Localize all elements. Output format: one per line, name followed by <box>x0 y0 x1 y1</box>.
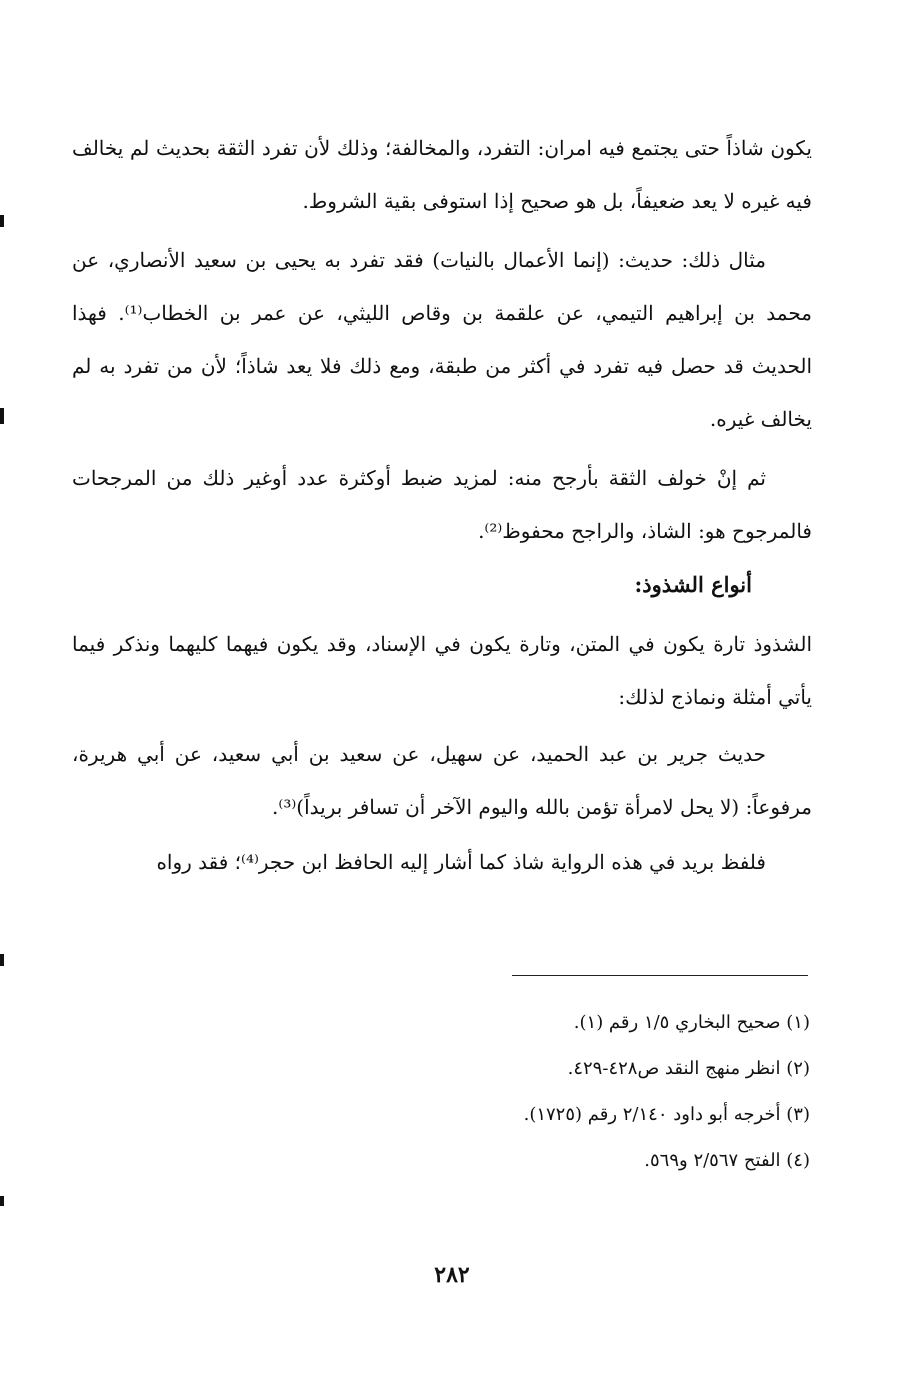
footnote-item: (٤) الفتح ٢/٥٦٧ و٥٦٩. <box>644 1150 810 1171</box>
section-heading: أنواع الشذوذ: <box>634 572 752 597</box>
paragraph-6: فلفظ بريد في هذه الرواية شاذ كما أشار إليه الحافظ ابن حجر⁽⁴⁾؛ فقد رواه <box>156 850 766 874</box>
page-number: ٢٨٢ <box>434 1262 470 1288</box>
footnote-item: (١) صحيح البخاري ١/٥ رقم (١). <box>573 1012 810 1033</box>
scan-edge-mark <box>0 408 4 424</box>
scan-edge-mark <box>0 954 4 966</box>
scan-edge-mark <box>0 215 4 227</box>
footnote-item: (٣) أخرجه أبو داود ٢/١٤٠ رقم (١٧٢٥). <box>523 1104 810 1125</box>
scan-edge-mark <box>0 1196 4 1206</box>
paragraph-5: حديث جرير بن عبد الحميد، عن سهيل، عن سعيد بن أبي سعيد، عن أبي هريرة، مرفوعاً: (لا يحل لامرأة تؤمن بالله واليوم الآخر أن تسافر بريداً)⁽³⁾. <box>72 742 812 819</box>
paragraph-4: الشذوذ تارة يكون في المتن، وتارة يكون في الإسناد، وقد يكون فيهما كليهما ونذكر فيما يأتي أمثلة ونماذج لذلك: <box>72 632 812 709</box>
footnote-separator <box>512 975 808 976</box>
paragraph-2: مثال ذلك: حديث: (إنما الأعمال بالنيات) فقد تفرد به يحيى بن سعيد الأنصاري، عن محمد بن إبراهيم التيمي، عن علقمة بن وقاص الليثي، عن عمر بن الخطاب⁽¹⁾. فهذا الحديث قد حصل فيه تفرد في أكثر من طبقة، ومع ذلك فلا يعد شاذاً؛ لأن من تفرد به لم يخالف غيره. <box>72 248 812 431</box>
paragraph-1: يكون شاذاً حتى يجتمع فيه امران: التفرد، والمخالفة؛ وذلك لأن تفرد الثقة بحديث لم يخالف فيه غيره لا يعد ضعيفاً، بل هو صحيح إذا استوفى بقية الشروط. <box>72 136 812 213</box>
footnotes-list <box>410 1000 810 1184</box>
paragraph-3: ثم إنْ خولف الثقة بأرجح منه: لمزيد ضبط أوكثرة عدد أوغير ذلك من المرجحات فالمرجوح هو: الشاذ، والراجح محفوظ⁽²⁾. <box>72 466 812 543</box>
footnote-item: (٢) انظر منهج النقد ص٤٢٨-٤٢٩. <box>567 1058 810 1079</box>
